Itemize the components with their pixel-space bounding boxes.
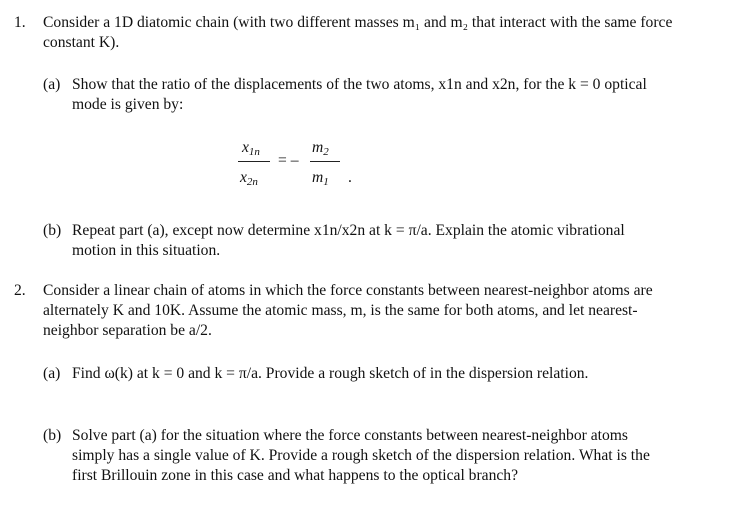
rhs-fraction-bar [310, 161, 340, 162]
ratio-equation [236, 138, 376, 202]
problem-1-number: 1. [14, 14, 26, 31]
problem-1 [14, 13, 734, 53]
problem-2-intro: Consider a linear chain of atoms in which the force constants between nearest-neighbor atoms are alternately K and 10K. Assume the atomic mass, m, is the same for both atoms, and let nearest-neighbor separation be a/2. [43, 282, 653, 339]
problem-2-part-a-text: Find ω(k) at k = 0 and k = π/a. Provide a rough sketch of in the dispersion relation. [72, 365, 589, 382]
lhs-fraction-bar [238, 161, 270, 162]
problem-1-part-b [43, 221, 733, 261]
equation-relation: = – [278, 152, 299, 169]
rhs-fraction [308, 138, 344, 198]
lhs-fraction [236, 138, 272, 198]
problem-2-part-a-label: (a) [43, 365, 61, 382]
problem-2 [14, 281, 734, 341]
problem-2-number: 2. [14, 282, 26, 299]
problem-1-part-a-text: Show that the ratio of the displacements of the two atoms, x1n and x2n, for the k = 0 optical mode is given by: [72, 76, 647, 113]
problem-2-part-b-text: Solve part (a) for the situation where the force constants between nearest-neighbor atoms simply has a single value of K. Provide a rough sketch of the dispersion relation. What is the first Brillouin zone in this case and what happens to the optical branch? [72, 427, 650, 484]
problem-1-part-a-label: (a) [43, 76, 61, 93]
problem-1-part-b-text: Repeat part (a), except now determine x1n/x2n at k = π/a. Explain the atomic vibrational motion in this situation. [72, 222, 625, 259]
problem-2-part-b [43, 426, 733, 486]
rhs-numerator: $m_2$ [312, 139, 329, 158]
problem-2-part-b-label: (b) [43, 427, 62, 444]
lhs-numerator: $x_{1n}$ [242, 139, 260, 158]
problem-2-part-a [43, 364, 733, 384]
problem-1-intro: Consider a 1D diatomic chain (with two different masses m₁ and m₂ that interact with the same force constant K). [43, 14, 673, 51]
problem-1-part-a [43, 75, 733, 115]
equation-period: . [348, 169, 352, 186]
lhs-denominator: $x_{2n}$ [240, 169, 258, 188]
rhs-denominator: $m_1$ [312, 169, 329, 188]
problem-1-part-b-label: (b) [43, 222, 62, 239]
